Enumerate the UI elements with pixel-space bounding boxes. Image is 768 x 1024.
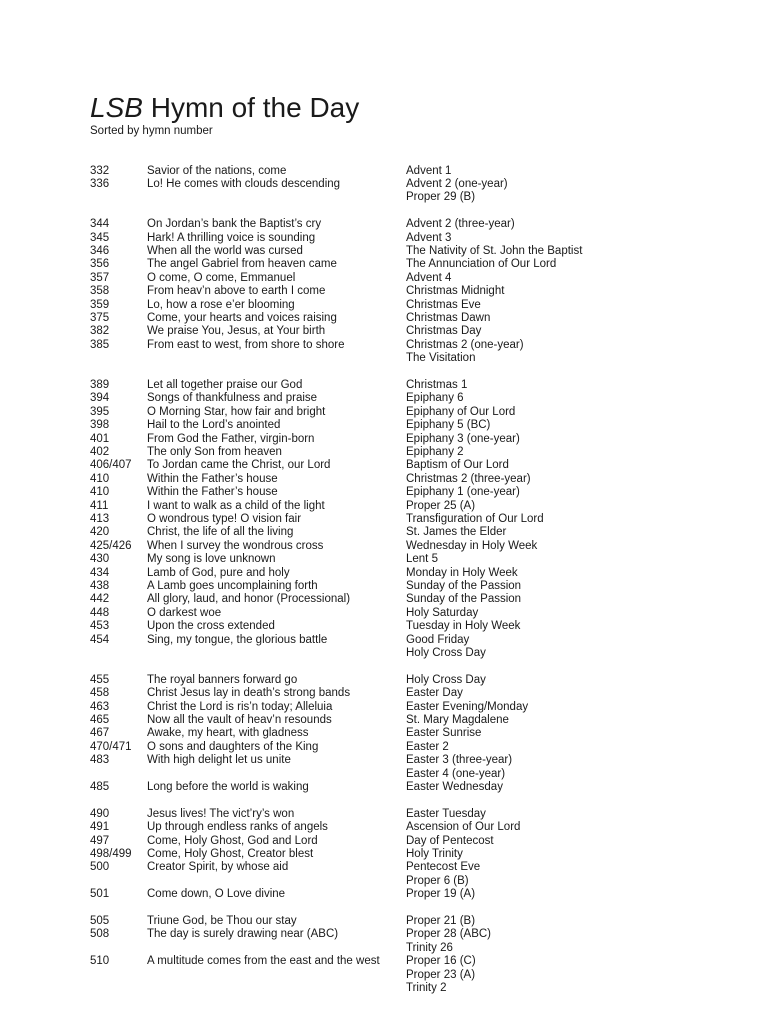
hymn-title: Upon the cross extended (147, 620, 275, 633)
occasion: Christmas Dawn (406, 311, 491, 324)
table-row (0, 714, 768, 727)
occasion: Easter 3 (three-year) (406, 754, 513, 767)
hymn-title: Up through endless ranks of angels (147, 821, 328, 834)
hymn-title: Now all the vault of heav’n resounds (147, 713, 332, 726)
occasion: Epiphany 6 (406, 392, 464, 405)
title-italic: LSB (90, 92, 143, 123)
table-row (0, 325, 768, 338)
table-row (0, 165, 768, 178)
hymn-title: On Jordan’s bank the Baptist’s cry (147, 218, 322, 231)
occasion: Proper 16 (C) (406, 955, 476, 968)
table-row (0, 982, 768, 995)
hymn-title: The angel Gabriel from heaven came (147, 258, 337, 271)
hymn-title: O Morning Star, how fair and bright (147, 405, 326, 418)
table-row (0, 888, 768, 901)
occasion: Advent 3 (406, 231, 452, 244)
hymn-title: From God the Father, virgin-born (147, 432, 315, 445)
occasion: The Annunciation of Our Lord (406, 258, 557, 271)
occasion: Epiphany of Our Lord (406, 405, 516, 418)
table-row (0, 486, 768, 499)
hymn-number: 442 (90, 593, 110, 606)
hymn-title: O wondrous type! O vision fair (147, 512, 302, 525)
hymn-number: 491 (90, 821, 110, 834)
occasion: Holy Trinity (406, 847, 463, 860)
hymn-title: O sons and daughters of the King (147, 740, 319, 753)
occasion: Advent 1 (406, 164, 452, 177)
hymn-title: Within the Father’s house (147, 486, 278, 499)
hymn-title: Lo! He comes with clouds descending (147, 177, 341, 190)
hymn-title: Come, Holy Ghost, Creator blest (147, 847, 314, 860)
table-row (0, 768, 768, 781)
hymn-title: The only Son from heaven (147, 445, 282, 458)
table-row (0, 821, 768, 834)
occasion: Proper 6 (B) (406, 874, 469, 887)
table-row (0, 419, 768, 432)
hymn-number: 356 (90, 258, 110, 271)
table-row (0, 942, 768, 955)
hymn-number: 359 (90, 298, 110, 311)
occasion: Epiphany 3 (one-year) (406, 432, 520, 445)
table-row (0, 459, 768, 472)
occasion: Tuesday in Holy Week (406, 620, 521, 633)
table-row (0, 446, 768, 459)
occasion: Good Friday (406, 633, 470, 646)
table-row (0, 352, 768, 365)
hymn-title: With high delight let us unite (147, 754, 291, 767)
hymn-number: 332 (90, 164, 110, 177)
hymn-number: 420 (90, 526, 110, 539)
hymn-title: Sing, my tongue, the glorious battle (147, 633, 328, 646)
hymn-title: Christ the Lord is ris’n today; Alleluia (147, 700, 333, 713)
table-row (0, 526, 768, 539)
hymn-title: From east to west, from shore to shore (147, 338, 345, 351)
hymn-number: 453 (90, 620, 110, 633)
hymn-number: 395 (90, 405, 110, 418)
hymn-number: 470/471 (90, 740, 132, 753)
hymn-number: 394 (90, 392, 110, 405)
hymn-title: I want to walk as a child of the light (147, 499, 325, 512)
hymn-title: Let all together praise our God (147, 378, 303, 391)
table-row (0, 647, 768, 660)
hymn-number: 411 (90, 499, 109, 512)
hymn-title: My song is love unknown (147, 553, 276, 566)
occasion: Advent 4 (406, 271, 452, 284)
occasion: Proper 19 (A) (406, 888, 476, 901)
hymn-title: Triune God, be Thou our stay (147, 914, 297, 927)
hymn-number: 510 (90, 955, 110, 968)
table-row (0, 808, 768, 821)
hymn-title: Come, Holy Ghost, God and Lord (147, 834, 318, 847)
table-row (0, 312, 768, 325)
occasion: Baptism of Our Lord (406, 459, 509, 472)
table-row (0, 567, 768, 580)
hymn-title: A Lamb goes uncomplaining forth (147, 579, 318, 592)
occasion: Holy Saturday (406, 606, 479, 619)
table-row (0, 727, 768, 740)
occasion: Epiphany 1 (one-year) (406, 486, 520, 499)
table-row (0, 473, 768, 486)
table-row (0, 687, 768, 700)
table-row (0, 272, 768, 285)
occasion: Christmas Midnight (406, 285, 505, 298)
occasion: Transfiguration of Our Lord (406, 512, 544, 525)
occasion: Sunday of the Passion (406, 593, 522, 606)
table-row (0, 392, 768, 405)
hymn-number: 497 (90, 834, 110, 847)
table-row (0, 178, 768, 191)
table-row (0, 835, 768, 848)
table-row (0, 232, 768, 245)
hymn-title: Come down, O Love divine (147, 888, 286, 901)
hymn-number: 463 (90, 700, 110, 713)
occasion: Easter 2 (406, 740, 449, 753)
hymn-number: 454 (90, 633, 110, 646)
table-row (0, 406, 768, 419)
table-row (0, 781, 768, 794)
hymn-number: 498/499 (90, 847, 132, 860)
hymn-title: We praise You, Jesus, at Your birth (147, 325, 326, 338)
hymn-number: 402 (90, 445, 110, 458)
hymn-number: 458 (90, 687, 110, 700)
hymn-number: 401 (90, 432, 110, 445)
hymn-number: 448 (90, 606, 110, 619)
occasion: The Nativity of St. John the Baptist (406, 244, 583, 257)
hymn-title: Jesus lives! The vict’ry’s won (147, 807, 295, 820)
table-row (0, 218, 768, 231)
occasion: Holy Cross Day (406, 673, 486, 686)
hymn-number: 346 (90, 244, 110, 257)
table-row (0, 969, 768, 982)
hymn-title: Savior of the nations, come (147, 164, 287, 177)
hymn-title: Long before the world is waking (147, 780, 309, 793)
occasion: Easter Sunrise (406, 727, 482, 740)
table-row (0, 915, 768, 928)
table-row (0, 339, 768, 352)
hymn-title: Christ Jesus lay in death’s strong bands (147, 687, 351, 700)
table-row (0, 701, 768, 714)
occasion: Monday in Holy Week (406, 566, 518, 579)
occasion: Lent 5 (406, 553, 438, 566)
hymn-number: 385 (90, 338, 110, 351)
hymn-number: 357 (90, 271, 110, 284)
hymn-title: Hail to the Lord’s anointed (147, 419, 281, 432)
table-row (0, 580, 768, 593)
occasion: Holy Cross Day (406, 646, 486, 659)
occasion: Easter Day (406, 687, 463, 700)
occasion: Proper 21 (B) (406, 914, 476, 927)
hymn-title: Creator Spirit, by whose aid (147, 861, 289, 874)
occasion: Christmas Day (406, 325, 482, 338)
occasion: Trinity 2 (406, 981, 447, 994)
hymn-title: Awake, my heart, with gladness (147, 727, 309, 740)
hymn-number: 438 (90, 579, 110, 592)
occasion: Easter Evening/Monday (406, 700, 529, 713)
table-row (0, 928, 768, 941)
table-row (0, 955, 768, 968)
occasion: Proper 25 (A) (406, 499, 476, 512)
hymn-number: 410 (90, 472, 110, 485)
hymn-title: When I survey the wondrous cross (147, 539, 324, 552)
hymn-number: 425/426 (90, 539, 132, 552)
hymn-number: 483 (90, 754, 110, 767)
table-row (0, 245, 768, 258)
hymn-title: Songs of thankfulness and praise (147, 392, 318, 405)
table-row (0, 258, 768, 271)
hymn-title: From heav’n above to earth I come (147, 285, 326, 298)
hymn-title: The day is surely drawing near (ABC) (147, 928, 339, 941)
hymn-title: The royal banners forward go (147, 673, 298, 686)
table-row (0, 674, 768, 687)
hymn-title: Lo, how a rose e’er blooming (147, 298, 295, 311)
hymn-number: 434 (90, 566, 110, 579)
occasion: Day of Pentecost (406, 834, 494, 847)
occasion: Proper 29 (B) (406, 191, 476, 204)
table-row (0, 285, 768, 298)
page-subtitle: Sorted by hymn number (90, 125, 213, 137)
table-row (0, 191, 768, 204)
occasion: St. Mary Magdalene (406, 713, 509, 726)
occasion: Christmas 2 (three-year) (406, 472, 531, 485)
hymn-number: 508 (90, 928, 110, 941)
occasion: Christmas 2 (one-year) (406, 338, 524, 351)
table-row (0, 634, 768, 647)
hymn-title: Hark! A thrilling voice is sounding (147, 231, 316, 244)
occasion: Proper 28 (ABC) (406, 928, 492, 941)
hymn-number: 375 (90, 311, 110, 324)
table-row (0, 379, 768, 392)
hymn-number: 485 (90, 780, 110, 793)
hymn-number: 490 (90, 807, 110, 820)
occasion: St. James the Elder (406, 526, 507, 539)
table-row (0, 593, 768, 606)
table-row (0, 553, 768, 566)
table-row (0, 861, 768, 874)
hymn-number: 465 (90, 713, 110, 726)
occasion: Easter Wednesday (406, 780, 503, 793)
occasion: Epiphany 2 (406, 445, 464, 458)
occasion: Trinity 26 (406, 941, 453, 954)
occasion: Advent 2 (three-year) (406, 218, 515, 231)
hymn-number: 467 (90, 727, 110, 740)
occasion: Christmas 1 (406, 378, 468, 391)
table-row (0, 513, 768, 526)
occasion: Christmas Eve (406, 298, 481, 311)
occasion: Epiphany 5 (BC) (406, 419, 491, 432)
table-row (0, 299, 768, 312)
hymn-number: 500 (90, 861, 110, 874)
hymn-number: 430 (90, 553, 110, 566)
hymn-number: 398 (90, 419, 110, 432)
hymn-number: 413 (90, 512, 110, 525)
occasion: Proper 23 (A) (406, 968, 476, 981)
title-text: Hymn of the Day (142, 92, 360, 123)
hymn-number: 382 (90, 325, 110, 338)
hymn-title: To Jordan came the Christ, our Lord (147, 459, 331, 472)
table-row (0, 433, 768, 446)
table-row (0, 540, 768, 553)
occasion: The Visitation (406, 352, 476, 365)
hymn-title: A multitude comes from the east and the west (147, 955, 380, 968)
table-row (0, 875, 768, 888)
hymn-number: 344 (90, 218, 110, 231)
hymn-title: O darkest woe (147, 606, 222, 619)
hymn-title: When all the world was cursed (147, 244, 303, 257)
table-row (0, 754, 768, 767)
occasion: Wednesday in Holy Week (406, 539, 538, 552)
occasion: Ascension of Our Lord (406, 821, 521, 834)
table-row (0, 620, 768, 633)
hymn-number: 406/407 (90, 459, 132, 472)
hymn-number: 336 (90, 177, 110, 190)
occasion: Easter Tuesday (406, 807, 486, 820)
hymn-title: Come, your hearts and voices raising (147, 311, 337, 324)
occasion: Advent 2 (one-year) (406, 177, 508, 190)
hymn-title: O come, O come, Emmanuel (147, 271, 296, 284)
occasion: Pentecost Eve (406, 861, 481, 874)
hymn-number: 505 (90, 914, 110, 927)
hymn-number: 389 (90, 378, 110, 391)
table-row (0, 500, 768, 513)
occasion: Sunday of the Passion (406, 579, 522, 592)
hymn-title: Lamb of God, pure and holy (147, 566, 290, 579)
table-row (0, 741, 768, 754)
hymn-number: 455 (90, 673, 110, 686)
hymn-number: 345 (90, 231, 110, 244)
table-row (0, 848, 768, 861)
hymn-title: All glory, laud, and honor (Processional) (147, 593, 351, 606)
hymn-number: 410 (90, 486, 110, 499)
hymn-number: 358 (90, 285, 110, 298)
hymn-title: Christ, the life of all the living (147, 526, 294, 539)
hymn-title: Within the Father’s house (147, 472, 278, 485)
hymn-number: 501 (90, 888, 110, 901)
occasion: Easter 4 (one-year) (406, 767, 506, 780)
table-row (0, 607, 768, 620)
